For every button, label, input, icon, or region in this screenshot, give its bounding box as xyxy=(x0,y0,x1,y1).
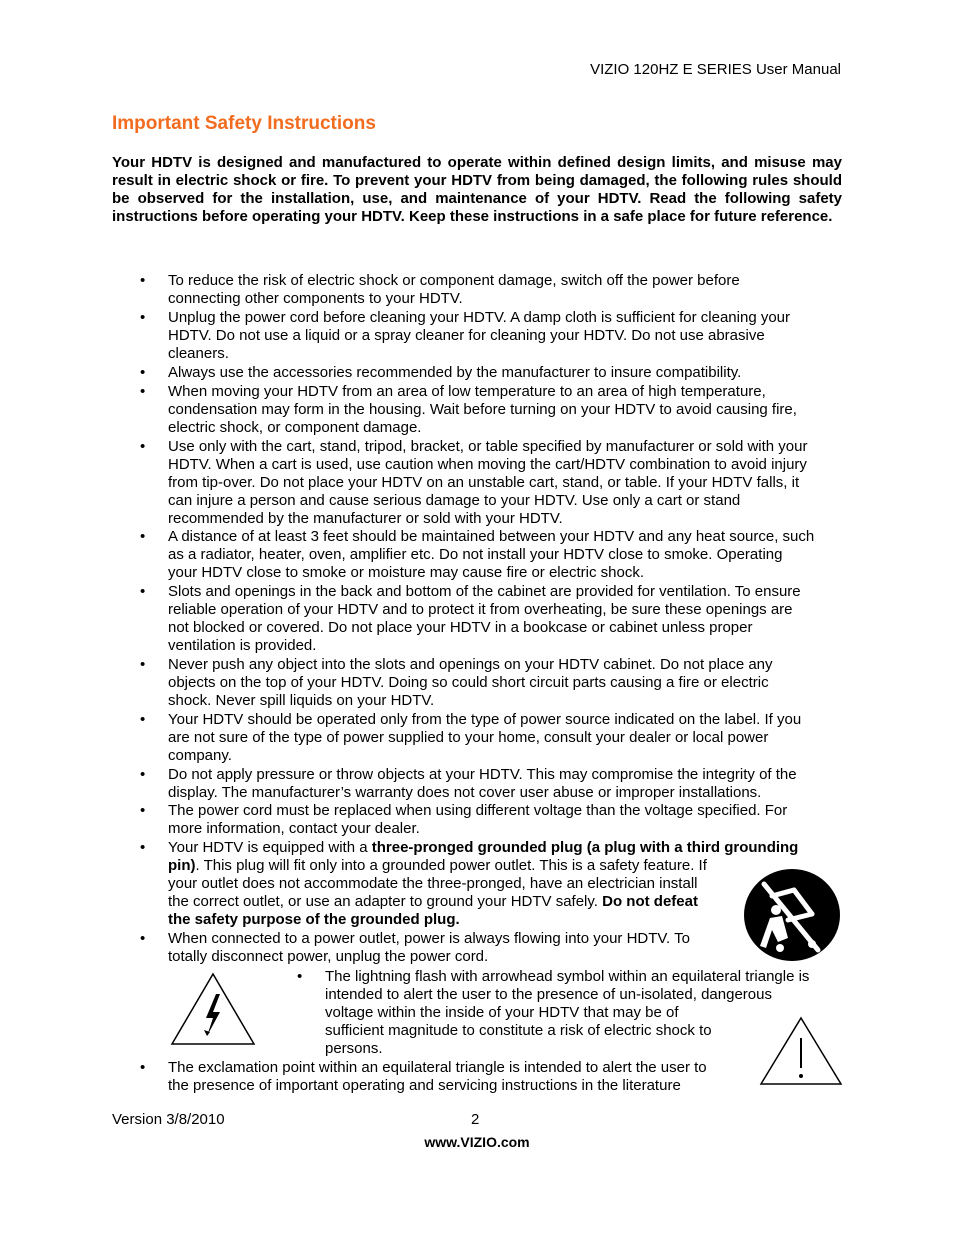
cart-tipover-warning-icon xyxy=(742,866,842,962)
section-title: Important Safety Instructions xyxy=(112,113,376,134)
list-item-line: your outlet does not accommodate the three-pronged, have an electrician install xyxy=(168,875,698,892)
bullet-marker: • xyxy=(140,383,146,400)
bullet-marker: • xyxy=(140,364,146,381)
list-item-line: Use only with the cart, stand, tripod, bracket, or table specified by manufacturer or sold with your xyxy=(168,438,808,455)
list-item-line: voltage within the inside of your HDTV that may be of xyxy=(325,1004,679,1021)
text-run: . This plug will fit only into a grounded power outlet. This is a safety feature. If xyxy=(195,857,707,874)
list-item-line xyxy=(168,839,798,857)
list-item-line: condensation may form in the housing. Wait before turning on your HDTV to avoid causing fire, xyxy=(168,401,797,418)
list-item-line: HDTV. Do not use a liquid or a spray cleaner for cleaning your HDTV. Do not use abrasive xyxy=(168,327,765,344)
list-item-line: To reduce the risk of electric shock or component damage, switch off the power before xyxy=(168,272,740,289)
list-item-line: HDTV. When a cart is used, use caution when moving the cart/HDTV combination to avoid injury xyxy=(168,456,807,473)
list-item-line: Unplug the power cord before cleaning your HDTV. A damp cloth is sufficient for cleaning your xyxy=(168,309,791,326)
list-item-line: your HDTV close to smoke or moisture may cause fire or electric shock. xyxy=(168,564,644,581)
bullet-marker: • xyxy=(140,930,146,947)
intro-paragraph: Your HDTV is designed and manufactured to operate within defined design limits, and misuse may result in electric shock or fire. To prevent your HDTV from being damaged, the following rules should be observed for the installation, use, and maintenance of your HDTV. Read the following safety instructions before operating your HDTV. Keep these instructions in a safe place for future reference. xyxy=(112,154,842,225)
list-item-line: cleaners. xyxy=(168,345,229,362)
list-item-line: Always use the accessories recommended by the manufacturer to insure compatibility. xyxy=(168,364,742,381)
bold-text-run: Do not defeat xyxy=(602,893,698,910)
document-header: VIZIO 120HZ E SERIES User Manual xyxy=(590,61,841,78)
list-item-line: objects on the top of your HDTV. Doing so could short circuit parts causing a fire or electric xyxy=(168,674,769,691)
list-item-line: display. The manufacturer’s warranty does not cover user abuse or improper installations. xyxy=(168,784,762,801)
list-item-line: The lightning flash with arrowhead symbol within an equilateral triangle is xyxy=(325,968,810,985)
footer-page-number: 2 xyxy=(471,1111,480,1128)
bullet-marker: • xyxy=(140,438,146,455)
list-item-line: When connected to a power outlet, power is always flowing into your HDTV. To xyxy=(168,930,690,947)
bullet-marker: • xyxy=(297,968,303,985)
footer-website-link[interactable]: www.VIZIO.com xyxy=(424,1134,530,1150)
list-item-line: shock. Never spill liquids on your HDTV. xyxy=(168,692,435,709)
list-item-line: Never push any object into the slots and openings on your HDTV cabinet. Do not place any xyxy=(168,656,773,673)
list-item-line xyxy=(168,857,707,875)
bullet-marker: • xyxy=(140,839,146,856)
list-item-line: Slots and openings in the back and bottom of the cabinet are provided for ventilation. To ensure xyxy=(168,583,801,600)
list-item-line: sufficient magnitude to constitute a risk of electric shock to xyxy=(325,1022,712,1039)
list-item-line: as a radiator, heater, oven, amplifier etc. Do not install your HDTV close to smoke. Operating xyxy=(168,546,783,563)
list-item-line: electric shock, or component damage. xyxy=(168,419,422,436)
list-item-line: Do not apply pressure or throw objects at your HDTV. This may compromise the integrity of the xyxy=(168,766,797,783)
lightning-warning-icon xyxy=(170,972,256,1046)
list-item-line: from tip-over. Do not place your HDTV on an unstable cart, stand, or table. If your HDTV falls, it xyxy=(168,474,800,491)
text-run: Your HDTV is equipped with a xyxy=(168,839,372,856)
list-item-line: are not sure of the type of power supplied to your home, consult your dealer or local power xyxy=(168,729,769,746)
list-item-line xyxy=(168,893,698,911)
list-item-line: Your HDTV should be operated only from the type of power source indicated on the label. If you xyxy=(168,711,802,728)
list-item-line: When moving your HDTV from an area of low temperature to an area of high temperature, xyxy=(168,383,766,400)
bold-text-run: three-pronged grounded plug (a plug with a third grounding xyxy=(371,839,799,856)
list-item-line: recommended by the manufacturer or sold with your HDTV. xyxy=(168,510,563,527)
footer-version: Version 3/8/2010 xyxy=(112,1111,225,1128)
list-item-line: A distance of at least 3 feet should be maintained between your HDTV and any heat source, such xyxy=(168,528,815,545)
list-item-line: the safety purpose of the grounded plug. xyxy=(168,911,460,928)
list-item-line: not blocked or covered. Do not place your HDTV in a bookcase or cabinet unless proper xyxy=(168,619,753,636)
list-item-line: totally disconnect power, unplug the power cord. xyxy=(168,948,489,965)
list-item-line: reliable operation of your HDTV and to protect it from overheating, be sure these openings are xyxy=(168,601,793,618)
bold-text-run: pin) xyxy=(168,857,196,874)
bullet-marker: • xyxy=(140,583,146,600)
bullet-marker: • xyxy=(140,528,146,545)
list-item-line: intended to alert the user to the presence of un-isolated, dangerous xyxy=(325,986,772,1003)
bullet-marker: • xyxy=(140,711,146,728)
list-item-line: the presence of important operating and servicing instructions in the literature xyxy=(168,1077,681,1094)
bullet-marker: • xyxy=(140,656,146,673)
text-run: the correct outlet, or use an adapter to ground your HDTV safely. xyxy=(168,893,603,910)
exclamation-warning-icon xyxy=(759,1016,843,1086)
list-item-line: more information, contact your dealer. xyxy=(168,820,420,837)
list-item-line: company. xyxy=(168,747,232,764)
bullet-marker: • xyxy=(140,1059,146,1076)
bullet-marker: • xyxy=(140,272,146,289)
list-item-line: connecting other components to your HDTV. xyxy=(168,290,463,307)
list-item-line: The exclamation point within an equilateral triangle is intended to alert the user to xyxy=(168,1059,707,1076)
bullet-marker: • xyxy=(140,802,146,819)
list-item-line: persons. xyxy=(325,1040,383,1057)
bullet-marker: • xyxy=(140,309,146,326)
list-item-line: ventilation is provided. xyxy=(168,637,317,654)
list-item-line: The power cord must be replaced when using different voltage than the voltage specified. For xyxy=(168,802,788,819)
bullet-marker: • xyxy=(140,766,146,783)
list-item-line: can injure a person and cause serious damage to your HDTV. Use only a cart or stand xyxy=(168,492,741,509)
